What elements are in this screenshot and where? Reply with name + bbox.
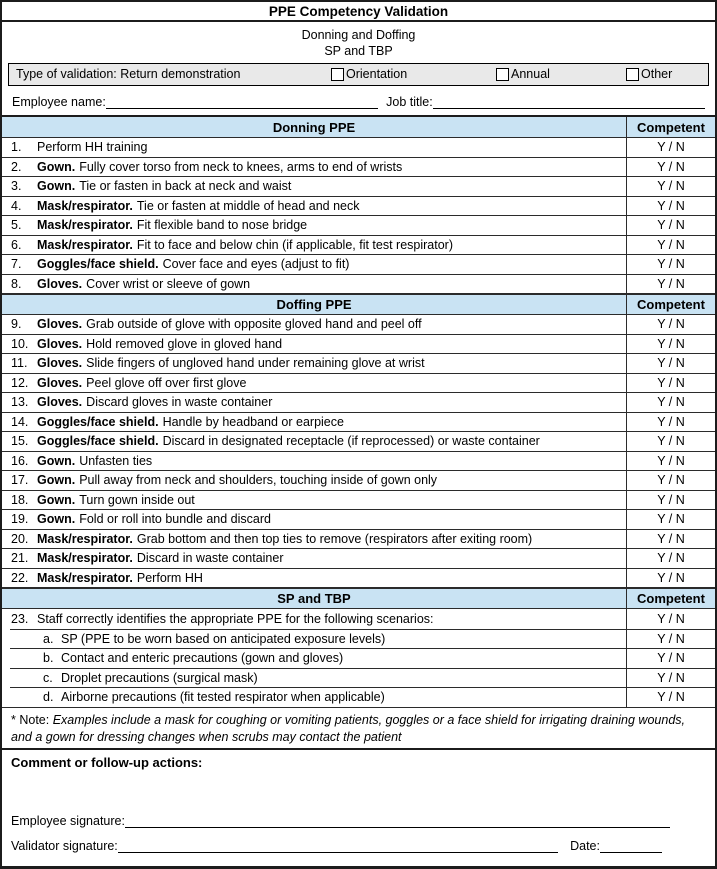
annual-option[interactable] <box>496 67 550 81</box>
checklist-row-8 <box>2 275 715 295</box>
note-text: Examples include a mask for coughing or vomiting patients, goggles or a face shield for irrigating draining wounds, and a gown for dressing changes when scrubs may contact the patient <box>11 712 685 744</box>
item-text: Unfasten ties <box>79 453 153 468</box>
item-description <box>2 275 627 294</box>
employee-signature-label: Employee signature: <box>11 813 125 828</box>
item-description <box>2 197 627 216</box>
item-text: Grab outside of glove with opposite gloved hand and peel off <box>86 317 422 332</box>
item-number: 7. <box>11 257 22 272</box>
item-ppe-type: Goggles/face shield. <box>37 257 159 272</box>
item-description <box>2 549 627 568</box>
competent-yn[interactable]: Y / N <box>657 631 685 646</box>
item-text: SP (PPE to be worn based on anticipated exposure levels) <box>61 631 386 646</box>
competent-yn[interactable]: Y / N <box>657 570 685 585</box>
competent-column-header: Competent <box>637 591 705 606</box>
competent-yn[interactable]: Y / N <box>657 237 685 252</box>
item-text: Airborne precautions (fit tested respirator when applicable) <box>61 690 385 705</box>
item-description <box>2 569 627 588</box>
item-text: Pull away from neck and shoulders, touching inside of gown only <box>79 473 438 488</box>
item-number: c. <box>43 670 53 685</box>
item-number: 1. <box>11 140 22 155</box>
competent-yn[interactable]: Y / N <box>657 453 685 468</box>
checklist-row-19 <box>2 510 715 530</box>
item-number: 21. <box>11 551 29 566</box>
item-description <box>2 452 627 471</box>
date-label: Date: <box>570 838 600 853</box>
competent-yn[interactable]: Y / N <box>657 179 685 194</box>
job-title-label: Job title: <box>386 95 433 109</box>
item-text: Handle by headband or earpiece <box>162 414 344 429</box>
competent-yn[interactable]: Y / N <box>657 395 685 410</box>
competent-yn[interactable]: Y / N <box>657 512 685 527</box>
competent-yn[interactable]: Y / N <box>657 257 685 272</box>
checklist-row-1 <box>2 138 715 158</box>
checklist-row-9 <box>2 315 715 335</box>
checklist-row-22 <box>2 569 715 589</box>
competent-yn[interactable]: Y / N <box>657 336 685 351</box>
checklist-row-d <box>10 687 715 707</box>
item-number: d. <box>43 690 54 705</box>
item-ppe-type: Mask/respirator. <box>37 218 133 233</box>
item-ppe-type: Goggles/face shield. <box>37 414 159 429</box>
item-number: 8. <box>11 276 22 291</box>
checklist-row-17 <box>2 471 715 491</box>
item-text: Perform HH <box>136 570 203 585</box>
item-number: 18. <box>11 492 29 507</box>
checklist-row-10 <box>2 335 715 355</box>
competent-yn[interactable]: Y / N <box>657 198 685 213</box>
form-title: PPE Competency Validation <box>2 2 715 22</box>
section-title: Donning PPE <box>2 117 627 137</box>
item-description <box>2 138 627 157</box>
item-ppe-type: Gloves. <box>37 395 83 410</box>
other-option[interactable] <box>626 67 672 81</box>
competent-yn[interactable]: Y / N <box>657 473 685 488</box>
item-ppe-type: Mask/respirator. <box>37 551 133 566</box>
employee-name-label: Employee name: <box>12 95 106 109</box>
item-ppe-type: Gown. <box>37 159 76 174</box>
item-text: Fit flexible band to nose bridge <box>136 218 308 233</box>
item-number: 20. <box>11 531 29 546</box>
section-title: SP and TBP <box>2 589 627 608</box>
item-description <box>2 354 627 373</box>
item-description <box>2 413 627 432</box>
item-number: a. <box>43 631 54 646</box>
competent-yn[interactable]: Y / N <box>657 670 685 685</box>
item-ppe-type: Gown. <box>37 473 76 488</box>
section-header-donning-ppe <box>2 117 715 138</box>
item-number: 3. <box>11 179 22 194</box>
checklist-row-16 <box>2 452 715 472</box>
orientation-option[interactable] <box>331 67 407 81</box>
checklist-row-6 <box>2 236 715 256</box>
checklist-row-b <box>10 648 715 668</box>
item-text: Discard gloves in waste container <box>86 395 273 410</box>
item-number: 16. <box>11 453 29 468</box>
section-header-sp-and-tbp <box>2 588 715 609</box>
competent-yn[interactable]: Y / N <box>657 690 685 705</box>
employee-signature-input[interactable] <box>125 814 670 828</box>
item-number: 23. <box>11 611 29 626</box>
competent-yn[interactable]: Y / N <box>657 531 685 546</box>
item-ppe-type: Gloves. <box>37 375 83 390</box>
item-ppe-type: Mask/respirator. <box>37 237 133 252</box>
item-description <box>2 510 627 529</box>
item-ppe-type: Gown. <box>37 512 76 527</box>
item-number: 10. <box>11 336 29 351</box>
item-description <box>2 471 627 490</box>
item-number: 11. <box>11 356 28 371</box>
item-number: 19. <box>11 512 29 527</box>
item-number: 13. <box>11 395 29 410</box>
item-description <box>2 530 627 549</box>
item-text: Cover face and eyes (adjust to fit) <box>162 257 350 272</box>
footer-section <box>2 750 715 853</box>
item-description <box>2 216 627 235</box>
item-number: 15. <box>11 434 29 449</box>
item-text: Fold or roll into bundle and discard <box>79 512 271 527</box>
item-ppe-type: Mask/respirator. <box>37 198 133 213</box>
identity-row <box>2 86 715 115</box>
item-description <box>2 236 627 255</box>
other-label: Other <box>641 67 673 81</box>
item-number: 12. <box>11 375 29 390</box>
item-number: b. <box>43 651 54 666</box>
item-description <box>2 255 627 274</box>
item-description <box>2 335 627 354</box>
orientation-label: Orientation <box>346 67 408 81</box>
section-header-doffing-ppe <box>2 294 715 315</box>
item-text: Perform HH training <box>37 140 148 155</box>
note-section <box>2 707 715 750</box>
validator-signature-row <box>11 828 706 853</box>
item-ppe-type: Gloves. <box>37 317 83 332</box>
checklist-row-23 <box>2 609 715 629</box>
validator-signature-label: Validator signature: <box>11 838 118 853</box>
item-number: 14. <box>11 414 29 429</box>
checklist-row-13 <box>2 393 715 413</box>
annual-label: Annual <box>511 67 550 81</box>
form-subtitle <box>2 22 715 63</box>
checklist-row-14 <box>2 413 715 433</box>
item-number: 4. <box>11 198 22 213</box>
item-ppe-type: Gown. <box>37 453 76 468</box>
item-number: 5. <box>11 218 22 233</box>
item-number: 9. <box>11 317 22 332</box>
comment-input-area[interactable] <box>11 772 706 803</box>
item-text: Fully cover torso from neck to knees, arms to end of wrists <box>79 159 403 174</box>
item-description <box>10 630 627 649</box>
checklist-row-c <box>10 668 715 688</box>
section-title: Doffing PPE <box>2 295 627 314</box>
competent-yn[interactable]: Y / N <box>657 159 685 174</box>
comment-label: Comment or follow-up actions: <box>11 754 203 770</box>
date-input[interactable] <box>600 839 662 853</box>
item-description <box>10 649 627 668</box>
subtitle-line-1: Donning and Doffing <box>301 28 416 42</box>
competent-yn[interactable]: Y / N <box>657 611 685 626</box>
competent-column-header: Competent <box>637 119 705 135</box>
note-prefix: * Note: <box>11 712 50 727</box>
checklist-row-11 <box>2 354 715 374</box>
checklist-row-4 <box>2 197 715 217</box>
item-description <box>2 491 627 510</box>
item-text: Droplet precautions (surgical mask) <box>61 670 258 685</box>
item-description <box>10 669 627 688</box>
checklist-row-7 <box>2 255 715 275</box>
checklist-row-2 <box>2 158 715 178</box>
item-description <box>2 315 627 334</box>
other-checkbox[interactable] <box>626 68 639 81</box>
item-text: Contact and enteric precautions (gown and gloves) <box>61 651 344 666</box>
item-number: 17. <box>11 473 29 488</box>
item-ppe-type: Mask/respirator. <box>37 531 133 546</box>
item-ppe-type: Mask/respirator. <box>37 570 133 585</box>
competent-yn[interactable]: Y / N <box>657 375 685 390</box>
item-description <box>2 393 627 412</box>
job-title-input[interactable] <box>433 95 705 109</box>
item-number: 22. <box>11 570 29 585</box>
annual-checkbox[interactable] <box>496 68 509 81</box>
competent-yn[interactable]: Y / N <box>657 434 685 449</box>
checklist-row-18 <box>2 491 715 511</box>
item-text: Cover wrist or sleeve of gown <box>86 276 251 291</box>
item-description <box>10 688 627 707</box>
validator-signature-input[interactable] <box>118 839 558 853</box>
item-text: Peel glove off over first glove <box>86 375 247 390</box>
checklist-row-20 <box>2 530 715 550</box>
checklist-row-a <box>10 629 715 649</box>
competent-yn[interactable]: Y / N <box>657 551 685 566</box>
subtitle-line-2: SP and TBP <box>324 44 393 58</box>
employee-name-input[interactable] <box>106 95 378 109</box>
competent-yn[interactable]: Y / N <box>657 218 685 233</box>
item-text: Hold removed glove in gloved hand <box>86 336 283 351</box>
competent-yn[interactable]: Y / N <box>657 356 685 371</box>
item-ppe-type: Gloves. <box>37 356 83 371</box>
item-ppe-type: Gloves. <box>37 276 83 291</box>
checklist-row-3 <box>2 177 715 197</box>
competent-column-header: Competent <box>637 297 705 312</box>
item-description <box>2 374 627 393</box>
item-text: Discard in waste container <box>136 551 284 566</box>
checklist-row-5 <box>2 216 715 236</box>
ppe-checklist-table <box>2 115 715 707</box>
item-ppe-type: Gloves. <box>37 336 83 351</box>
item-description <box>2 158 627 177</box>
item-number: 2. <box>11 159 22 174</box>
competent-yn[interactable]: Y / N <box>657 414 685 429</box>
item-description <box>2 609 627 629</box>
item-ppe-type: Gown. <box>37 492 76 507</box>
competent-yn[interactable]: Y / N <box>657 276 685 291</box>
item-text: Grab bottom and then top ties to remove (respirators after exiting room) <box>136 531 533 546</box>
item-description <box>2 177 627 196</box>
item-text: Discard in designated receptacle (if reprocessed) or waste container <box>162 434 540 449</box>
checklist-row-21 <box>2 549 715 569</box>
item-ppe-type: Gown. <box>37 179 76 194</box>
competent-yn[interactable]: Y / N <box>657 317 685 332</box>
item-ppe-type: Goggles/face shield. <box>37 434 159 449</box>
item-text: Tie or fasten at middle of head and neck <box>136 198 360 213</box>
competent-yn[interactable]: Y / N <box>657 140 685 155</box>
item-number: 6. <box>11 237 22 252</box>
competent-yn[interactable]: Y / N <box>657 492 685 507</box>
item-text: Staff correctly identifies the appropriate PPE for the following scenarios: <box>37 611 434 626</box>
validation-type-bar <box>8 63 709 86</box>
item-text: Tie or fasten in back at neck and waist <box>79 179 292 194</box>
competent-yn[interactable]: Y / N <box>657 651 685 666</box>
item-text: Turn gown inside out <box>79 492 195 507</box>
checklist-row-12 <box>2 374 715 394</box>
orientation-checkbox[interactable] <box>331 68 344 81</box>
employee-signature-row <box>11 803 706 828</box>
validation-type-label: Type of validation: Return demonstration <box>16 67 241 81</box>
checklist-row-15 <box>2 432 715 452</box>
item-text: Fit to face and below chin (if applicable, fit test respirator) <box>136 237 454 252</box>
item-description <box>2 432 627 451</box>
item-text: Slide fingers of ungloved hand under remaining glove at wrist <box>86 356 425 371</box>
